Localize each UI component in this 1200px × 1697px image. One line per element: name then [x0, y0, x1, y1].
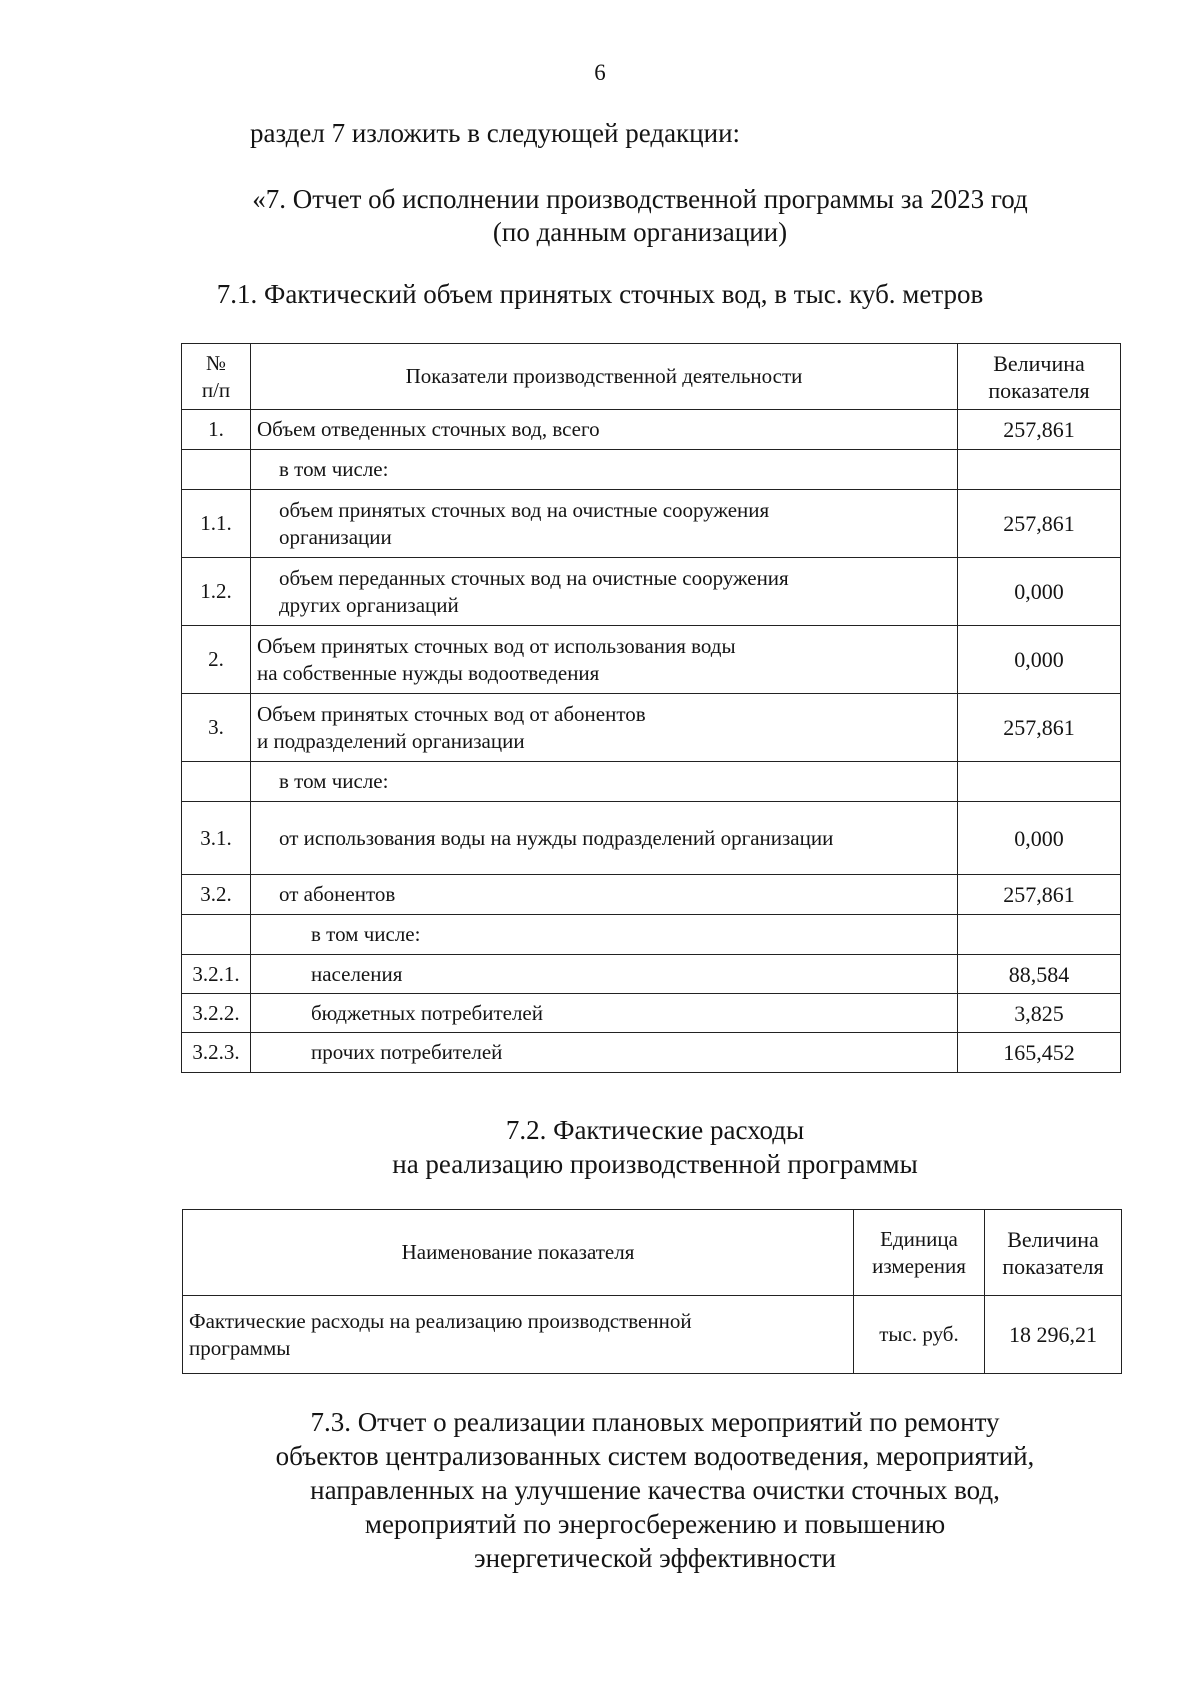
header-value-cell — [985, 1210, 1122, 1296]
header-value-line-2: показателя — [1002, 1253, 1104, 1279]
row-num: 3.2.2. — [182, 994, 251, 1033]
row-label-line-1: объем принятых сточных вод на очистные сооружения — [279, 497, 770, 522]
row-value: 0,000 — [958, 558, 1121, 626]
row-num: 3.2.3. — [182, 1033, 251, 1073]
table-row — [182, 558, 1121, 626]
table-row — [182, 915, 1121, 955]
row-value — [958, 762, 1121, 802]
row-value: 257,861 — [958, 490, 1121, 558]
table-row — [182, 410, 1121, 450]
header-unit-line-2: измерения — [872, 1253, 966, 1278]
row-num: 3. — [182, 694, 251, 762]
subsection-3-title-line-4: мероприятий по энергосбережению и повышению — [364, 1509, 946, 1539]
subsection-3-title-line-5: энергетической эффективности — [474, 1543, 836, 1573]
row-num: 3.2. — [182, 875, 251, 915]
page-number: 6 — [594, 60, 606, 85]
row-value: 0,000 — [958, 626, 1121, 694]
row-label-line-1: Объем принятых сточных вод от использования воды — [257, 633, 736, 658]
section-title-line-2: (по данным организации) — [492, 217, 788, 247]
row-name-line-1: Фактические расходы на реализацию производственной — [189, 1308, 692, 1333]
table-header-row — [183, 1210, 1122, 1296]
row-label-line-1: Объем принятых сточных вод от абонентов — [257, 701, 646, 726]
row-label — [251, 490, 958, 558]
row-value: 18 296,21 — [985, 1296, 1122, 1374]
subsection-2-title-line-2: на реализацию производственной программы — [392, 1149, 918, 1179]
row-label: от абонентов — [251, 875, 958, 915]
section-title — [200, 183, 1080, 249]
row-label: прочих потребителей — [251, 1033, 958, 1073]
header-value-line-1: Величина — [1007, 1226, 1099, 1252]
row-value: 0,000 — [958, 802, 1121, 875]
table-row — [182, 875, 1121, 915]
header-num-cell — [182, 344, 251, 410]
row-name-line-2: программы — [189, 1335, 291, 1360]
header-num-line-2: п/п — [201, 377, 231, 402]
row-label-line-2: организации — [279, 524, 392, 549]
subsection-3-title-line-3: направленных на улучшение качества очистки сточных вод, — [310, 1475, 1000, 1505]
row-num: 1. — [182, 410, 251, 450]
row-label — [251, 626, 958, 694]
row-label: в том числе: — [251, 762, 958, 802]
row-label: населения — [251, 955, 958, 994]
row-num — [182, 762, 251, 802]
row-label: бюджетных потребителей — [251, 994, 958, 1033]
row-value: 165,452 — [958, 1033, 1121, 1073]
header-indicator-cell: Показатели производственной деятельности — [251, 344, 958, 410]
header-value-cell — [958, 344, 1121, 410]
subsection-2-title-line-1: 7.2. Фактические расходы — [505, 1115, 805, 1145]
wastewater-volume-table — [181, 343, 1121, 1073]
table-row — [182, 450, 1121, 490]
table-row — [182, 762, 1121, 802]
row-value: 257,861 — [958, 410, 1121, 450]
header-value-line-1: Величина — [993, 350, 1085, 376]
row-value: 88,584 — [958, 955, 1121, 994]
expenses-table — [182, 1209, 1122, 1374]
subsection-2-title — [0, 1113, 1200, 1181]
row-num — [182, 450, 251, 490]
row-num: 2. — [182, 626, 251, 694]
row-num: 1.2. — [182, 558, 251, 626]
subsection-3-title-line-2: объектов централизованных систем водоотведения, мероприятий, — [275, 1441, 1035, 1471]
table-row — [183, 1296, 1122, 1374]
table-row — [182, 1033, 1121, 1073]
row-label-line-2: на собственные нужды водоотведения — [257, 660, 600, 685]
section-title-line-1: «7. Отчет об исполнении производственной программы за 2023 год — [252, 184, 1028, 214]
row-name — [183, 1296, 854, 1374]
row-value — [958, 450, 1121, 490]
header-num-line-1: № — [205, 350, 227, 375]
subsection-3-title — [0, 1405, 1200, 1575]
table-row — [182, 694, 1121, 762]
row-num: 3.2.1. — [182, 955, 251, 994]
row-num: 1.1. — [182, 490, 251, 558]
row-label: Объем отведенных сточных вод, всего — [251, 410, 958, 450]
table-row — [182, 802, 1121, 875]
header-unit-cell — [854, 1210, 985, 1296]
subsection-1-title: 7.1. Фактический объем принятых сточных вод, в тыс. куб. метров — [216, 279, 984, 309]
row-label — [251, 558, 958, 626]
header-unit-line-1: Единица — [880, 1226, 958, 1251]
intro-text: раздел 7 изложить в следующей редакции: — [250, 118, 741, 148]
row-label-line-2: других организаций — [279, 592, 459, 617]
row-label-line-2: и подразделений организации — [257, 728, 525, 753]
row-unit: тыс. руб. — [854, 1296, 985, 1374]
header-value-line-2: показателя — [988, 377, 1090, 403]
table-row — [182, 955, 1121, 994]
row-label: в том числе: — [251, 915, 958, 955]
header-name-cell: Наименование показателя — [183, 1210, 854, 1296]
table-row — [182, 490, 1121, 558]
row-value — [958, 915, 1121, 955]
subsection-3-title-line-1: 7.3. Отчет о реализации плановых мероприятий по ремонту — [310, 1407, 1000, 1437]
row-value: 257,861 — [958, 875, 1121, 915]
row-num: 3.1. — [182, 802, 251, 875]
row-label-line-1: объем переданных сточных вод на очистные сооружения — [279, 565, 789, 590]
row-num — [182, 915, 251, 955]
table-header-row — [182, 344, 1121, 410]
row-value: 257,861 — [958, 694, 1121, 762]
table-row — [182, 994, 1121, 1033]
row-label: от использования воды на нужды подразделений организации — [251, 802, 958, 875]
row-value: 3,825 — [958, 994, 1121, 1033]
table-row — [182, 626, 1121, 694]
row-label: в том числе: — [251, 450, 958, 490]
row-label — [251, 694, 958, 762]
